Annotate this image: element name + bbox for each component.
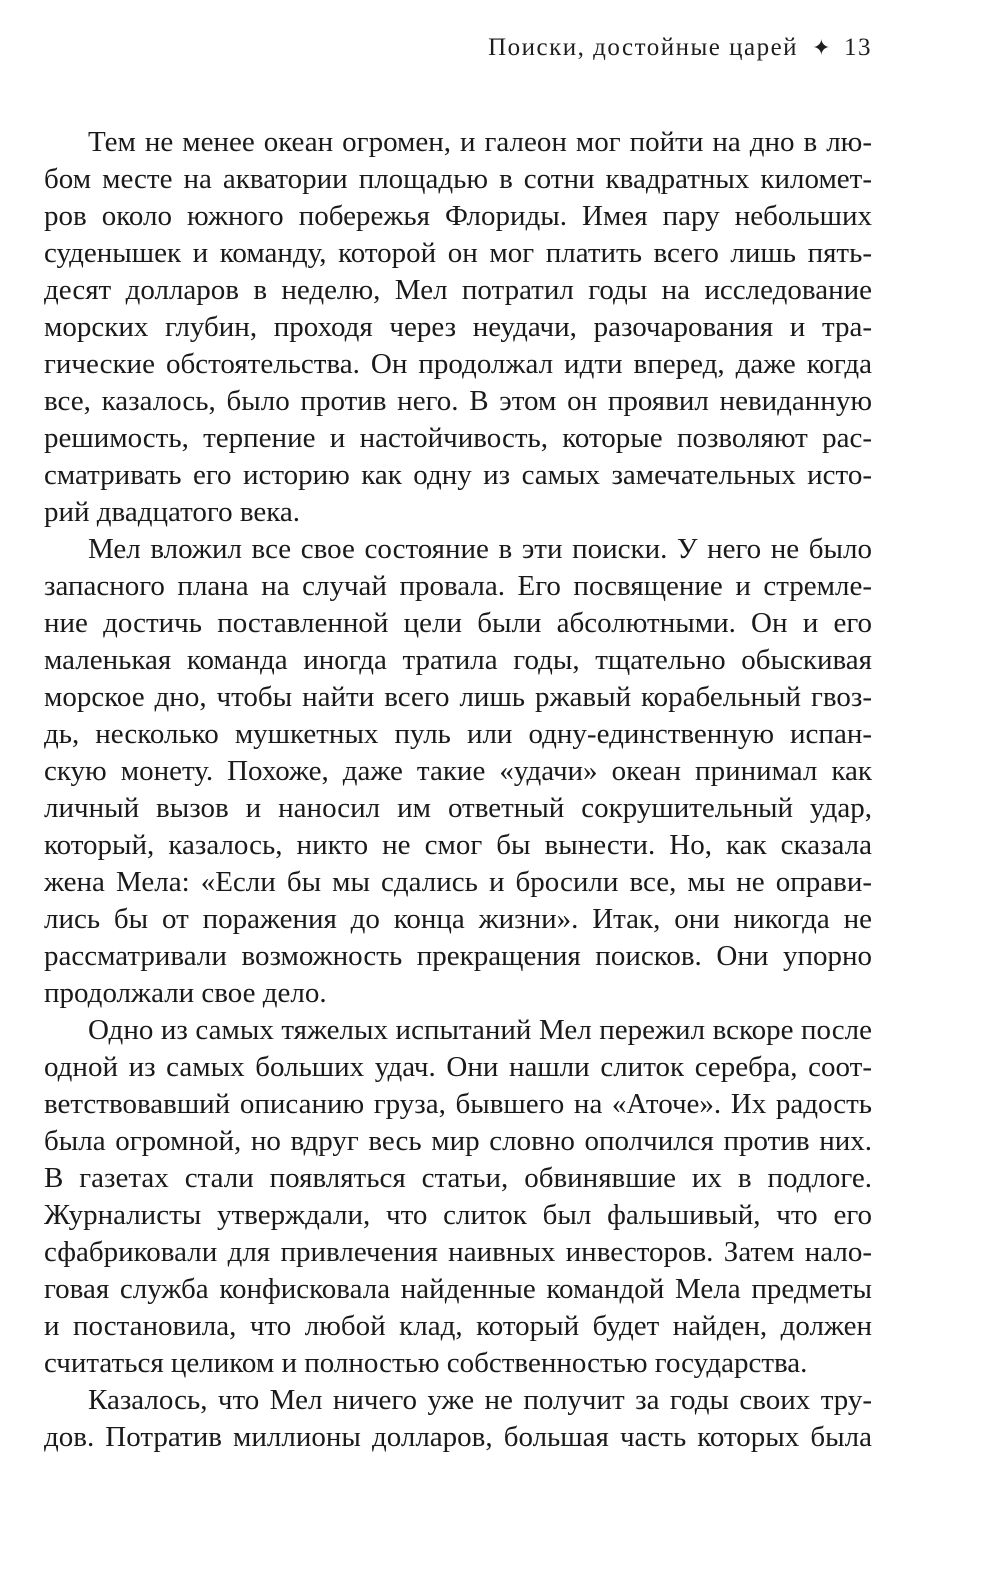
text-line: который, казалось, никто не смог бы вынести. Но, как сказала xyxy=(44,829,872,861)
text-line: все, казалось, было против него. В этом он проявил невиданную xyxy=(44,385,872,417)
text-line: Мел вложил все свое состояние в эти поиски. У него не было xyxy=(88,533,872,565)
running-header xyxy=(488,34,872,62)
text-line: продолжали свое дело. xyxy=(44,977,327,1009)
fleuron-separator-icon: ✦ xyxy=(812,35,832,60)
text-line: дов. Потратив миллионы долларов, большая часть которых была xyxy=(44,1421,872,1453)
text-line: бом месте на акватории площадью в сотни квадратных километ- xyxy=(44,163,872,195)
text-line: одной из самых больших удач. Они нашли слиток серебра, соот- xyxy=(44,1051,872,1083)
text-line: Тем не менее океан огромен, и галеон мог пойти на дно в лю- xyxy=(88,126,872,158)
text-line: десят долларов в неделю, Мел потратил годы на исследование xyxy=(44,274,872,306)
paragraph-2 xyxy=(44,531,872,1012)
book-page xyxy=(44,0,872,1592)
text-line: была огромной, но вдруг весь мир словно ополчился против них. xyxy=(44,1125,872,1157)
running-header-title: Поиски, достойные царей xyxy=(488,34,799,61)
text-line: рий двадцатого века. xyxy=(44,496,301,528)
text-line: Казалось, что Мел ничего уже не получит за годы своих тру- xyxy=(88,1384,872,1416)
text-line: сматривать его историю как одну из самых замечательных исто- xyxy=(44,459,872,491)
text-line: гические обстоятельства. Он продолжал идти вперед, даже когда xyxy=(44,348,872,380)
text-line: сфабриковали для привлечения наивных инвесторов. Затем нало- xyxy=(44,1236,872,1268)
paragraph-3 xyxy=(44,1012,872,1382)
text-line: лись бы от поражения до конца жизни». Итак, они никогда не xyxy=(44,903,872,935)
text-line: считаться целиком и полностью собственностью государства. xyxy=(44,1347,808,1379)
text-line: дь, несколько мушкетных пуль или одну-единственную испан- xyxy=(44,718,872,750)
text-line: рассматривали возможность прекращения поисков. Они упорно xyxy=(44,940,872,972)
paragraph-4 xyxy=(44,1382,872,1456)
text-line: суденышек и команду, которой он мог платить всего лишь пять- xyxy=(44,237,872,269)
text-line: Журналисты утверждали, что слиток был фальшивый, что его xyxy=(44,1199,872,1231)
text-line: запасного плана на случай провала. Его посвящение и стремле- xyxy=(44,570,872,602)
text-line: говая служба конфисковала найденные командой Мела предметы xyxy=(44,1273,872,1305)
text-line: решимость, терпение и настойчивость, которые позволяют рас- xyxy=(44,422,872,454)
text-line: ветствовавший описанию груза, бывшего на «Аточе». Их радость xyxy=(44,1088,872,1120)
text-line: Одно из самых тяжелых испытаний Мел пережил вскоре после xyxy=(88,1014,872,1046)
text-line: В газетах стали появляться статьи, обвинявшие их в подлоге. xyxy=(44,1162,872,1194)
text-line: морских глубин, проходя через неудачи, разочарования и тра- xyxy=(44,311,872,343)
paragraph-1 xyxy=(44,124,872,531)
text-line: скую монету. Похоже, даже такие «удачи» океан принимал как xyxy=(44,755,872,787)
text-line: личный вызов и наносил им ответный сокрушительный удар, xyxy=(44,792,872,824)
text-line: и постановила, что любой клад, который будет найден, должен xyxy=(44,1310,872,1342)
page-number: 13 xyxy=(844,34,872,61)
text-line: морское дно, чтобы найти всего лишь ржавый корабельный гвоз- xyxy=(44,681,872,713)
text-line: жена Мела: «Если бы мы сдались и бросили все, мы не оправи- xyxy=(44,866,872,898)
text-line: маленькая команда иногда тратила годы, тщательно обыскивая xyxy=(44,644,872,676)
text-line: ние достичь поставленной цели были абсолютными. Он и его xyxy=(44,607,872,639)
body-text xyxy=(44,124,872,1456)
text-line: ров около южного побережья Флориды. Имея пару небольших xyxy=(44,200,872,232)
